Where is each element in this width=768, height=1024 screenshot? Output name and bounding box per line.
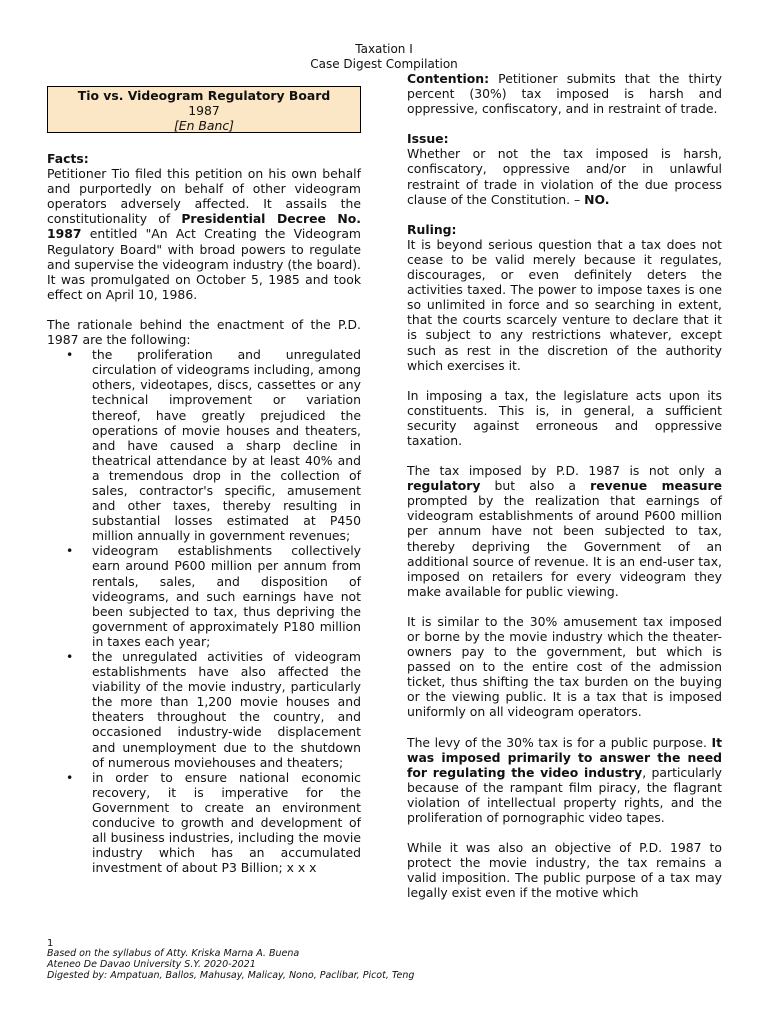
ruling-paragraph-2: In imposing a tax, the legislature acts upon its constituents. This is, in general, a sufficient security against erroneous and oppressive taxation. — [407, 387, 722, 448]
contention-paragraph: Contention: Petitioner submits that the thirty percent (30%) tax imposed is harsh and oppressive, confiscatory, and in restraint of trade. — [407, 71, 722, 117]
compilation-subject: Taxation I — [355, 42, 413, 56]
ruling-paragraph-4: It is similar to the 30% amusement tax imposed or borne by the movie industry which the theater-owners pay to the government, but which is passed on to the entire cost of the admission ticket, thus shifting the tax burden on the buying or the viewing public. It is a tax that is imposed uniformly on all videogram operators. — [407, 613, 722, 720]
page-number: 1 — [47, 938, 54, 949]
case-division: [En Banc] — [173, 118, 235, 133]
ruling-paragraph-1: It is beyond serious question that a tax does not cease to be valid merely because it regulates, discourages, or even definitely deters the activities taxed. The power to impose taxes is one so unlimited in force and so searching in extent, that the courts scarcely venture to declare that it is subject to any restrictions whatever, except such as rest in the discretion of the authority which exercises it. — [407, 236, 722, 373]
facts-heading: Facts: — [47, 151, 89, 166]
case-year: 1987 — [188, 103, 220, 118]
footer-syllabus: Based on the syllabus of Atty. Kriska Marna A. Buena — [47, 948, 300, 959]
ruling-paragraph-6: While it was also an objective of P.D. 1987 to protect the movie industry, the tax remains a valid imposition. The public purpose of a tax may legally exist even if the motive which — [407, 840, 722, 901]
left-column — [47, 151, 361, 875]
list-item: • the unregulated activities of videogram establishments have also affected the viability of the movie industry, particularly the more than 1,200 movie houses and theaters throughout the country, and occasioned industry-wide displacement and unemployment due to the shutdown of numerous moviehouses and theaters; — [47, 649, 361, 770]
issue-paragraph: Whether or not the tax imposed is harsh, confiscatory, oppressive and/or in unlawful restraint of trade in violation of the due process clause of the Constitution. – NO. — [407, 146, 722, 207]
footer-school: Ateneo De Davao University S.Y. 2020-2021 — [47, 959, 256, 970]
ruling-paragraph-3: The tax imposed by P.D. 1987 is not only a regulatory but also a revenue measure prompted by the realization that earnings of videogram establishments of around P600 million per annum have not been subjected to tax, thereby depriving the Government of an additional source of revenue. It is an end-user tax, imposed on retailers for every videogram they make available for public viewing. — [407, 463, 722, 599]
rationale-list — [47, 347, 361, 875]
list-item: • the proliferation and unregulated circulation of videograms including, among others, videotapes, discs, cassettes or any technical improvement or variation thereof, have greatly prejudiced the operations of movie houses and theaters, and have caused a sharp decline in theatrical attendance by at least 40% and a tremendous drop in the collection of sales, contractor's specific, amusement and other taxes, thereby resulting in substantial losses estimated at P450 million annually in government revenues; — [47, 347, 361, 543]
list-item: • videogram establishments collectively earn around P600 million per annum from rentals, sales, and disposition of videograms, and such earnings have not been subjected to tax, thus depriving the government of approximately P180 million in taxes each year; — [47, 543, 361, 649]
footer-authors: Digested by: Ampatuan, Ballos, Mahusay, Malicay, Nono, Paclibar, Picot, Teng — [47, 970, 415, 981]
compilation-title: Case Digest Compilation — [310, 57, 458, 71]
case-title: Tio vs. Videogram Regulatory Board — [77, 88, 331, 103]
facts-paragraph-2: The rationale behind the enactment of the P.D. 1987 are the following: — [47, 316, 361, 348]
right-column — [407, 71, 722, 916]
list-item: • in order to ensure national economic recovery, it is imperative for the Government to create an environment conducive to growth and development of all business industries, including the movie industry which has an accumulated investment of about P3 Billion; x x x — [47, 770, 361, 876]
facts-paragraph-1: Petitioner Tio filed this petition on his own behalf and purportedly on behalf of other videogram operators adversely affected. It assails the constitutionality of Presidential Decree No. 1987 entitled "An Act Creating the Videogram Regulatory Board" with broad powers to regulate and supervise the videogram industry (the board). It was promulgated on October 5, 1985 and took effect on April 10, 1986. — [47, 166, 362, 302]
case-title-box — [47, 86, 361, 133]
ruling-heading: Ruling: — [407, 221, 457, 237]
issue-heading: Issue: — [407, 131, 449, 147]
ruling-paragraph-5: The levy of the 30% tax is for a public purpose. It was imposed primarily to answer the need for regulating the video industry, particularly because of the rampant film piracy, the flagrant violation of intellectual property rights, and the proliferation of pornographic video tapes. — [407, 734, 722, 826]
